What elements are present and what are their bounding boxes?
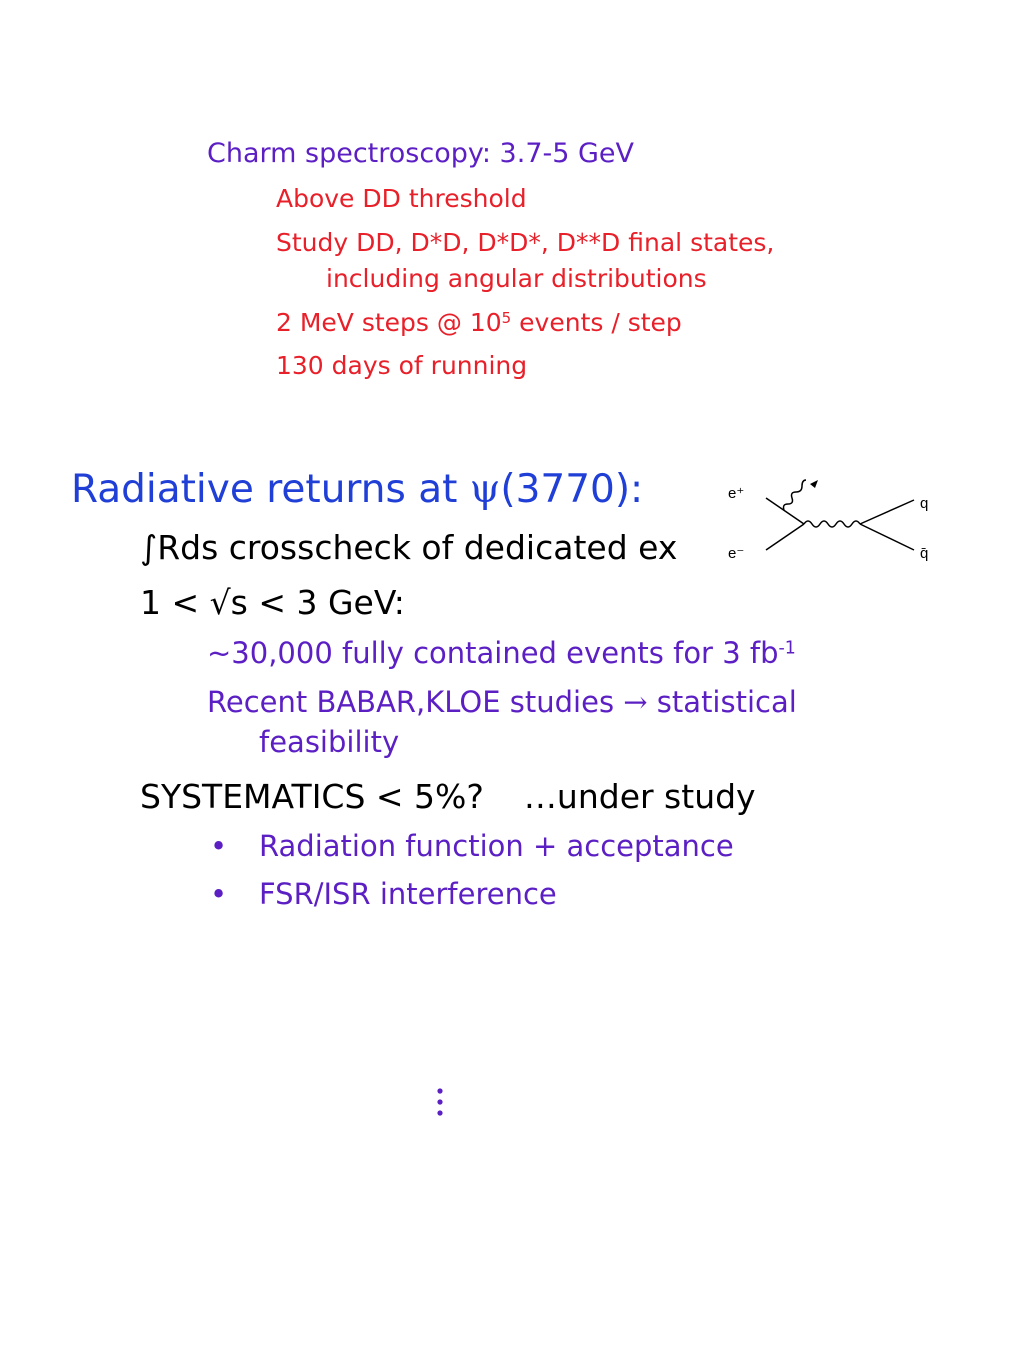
feynman-diagram — [722, 466, 944, 570]
sqrt-symbol: √ — [209, 583, 231, 622]
charm-heading: Charm spectroscopy: 3.7-5 GeV — [207, 138, 635, 169]
radiative-heading-suffix: (3770): — [500, 467, 644, 512]
systematics-text: SYSTEMATICS < 5%? — [140, 777, 484, 816]
bullet-fsr-isr: FSR/ISR interference — [259, 877, 557, 911]
steps-exponent: 5 — [501, 308, 512, 327]
steps-text: 2 MeV steps @ 10 — [276, 308, 502, 337]
antiquark-line — [860, 524, 914, 550]
recent-text-b: statistical — [647, 685, 797, 719]
virtual-photon — [804, 521, 860, 527]
q-label: q — [920, 495, 929, 512]
bullet-marker: • — [210, 829, 228, 863]
e-minus-label: e⁻ — [728, 545, 745, 562]
quark-line — [860, 500, 914, 524]
charm-item-steps — [276, 310, 682, 335]
events-text: ~30,000 fully contained events for 3 fb — [207, 636, 779, 670]
charm-item-running-days: 130 days of running — [276, 351, 528, 380]
radiative-heading-prefix: Radiative returns at — [71, 467, 470, 512]
recent-studies-continuation: feasibility — [259, 725, 400, 759]
e-minus-line — [766, 524, 804, 550]
e-plus-line — [766, 498, 804, 524]
qbar-label: q̄ — [920, 545, 929, 562]
under-study-text: …under study — [523, 777, 756, 816]
vertical-ellipsis-icon — [434, 1087, 446, 1119]
psi-symbol: ψ — [469, 467, 501, 512]
recent-studies-line — [207, 685, 797, 719]
e-plus-label: e⁺ — [728, 485, 745, 502]
bullet-marker: • — [210, 877, 228, 911]
energy-range-b: s < 3 GeV: — [230, 583, 405, 622]
arrow-symbol: → — [623, 685, 648, 719]
charm-item-final-states: Study DD, D*D, D*D*, D**D final states, — [276, 228, 775, 257]
bullet-radiation-function: Radiation function + acceptance — [259, 829, 734, 863]
radiative-heading — [71, 467, 644, 512]
charm-item-angular: including angular distributions — [326, 264, 707, 293]
systematics-line — [140, 777, 756, 816]
recent-text-a: Recent BABAR,KLOE studies — [207, 685, 624, 719]
energy-range-line — [140, 583, 405, 622]
rds-crosscheck-line: ∫Rds crosscheck of dedicated ex — [140, 528, 678, 567]
radiated-photon — [784, 480, 807, 510]
events-exponent: -1 — [778, 638, 796, 659]
charm-item-threshold: Above DD threshold — [276, 184, 527, 213]
events-line — [207, 636, 796, 670]
photon-arrow — [810, 480, 818, 488]
steps-text-end: events / step — [511, 308, 682, 337]
energy-range-a: 1 < — [140, 583, 210, 622]
